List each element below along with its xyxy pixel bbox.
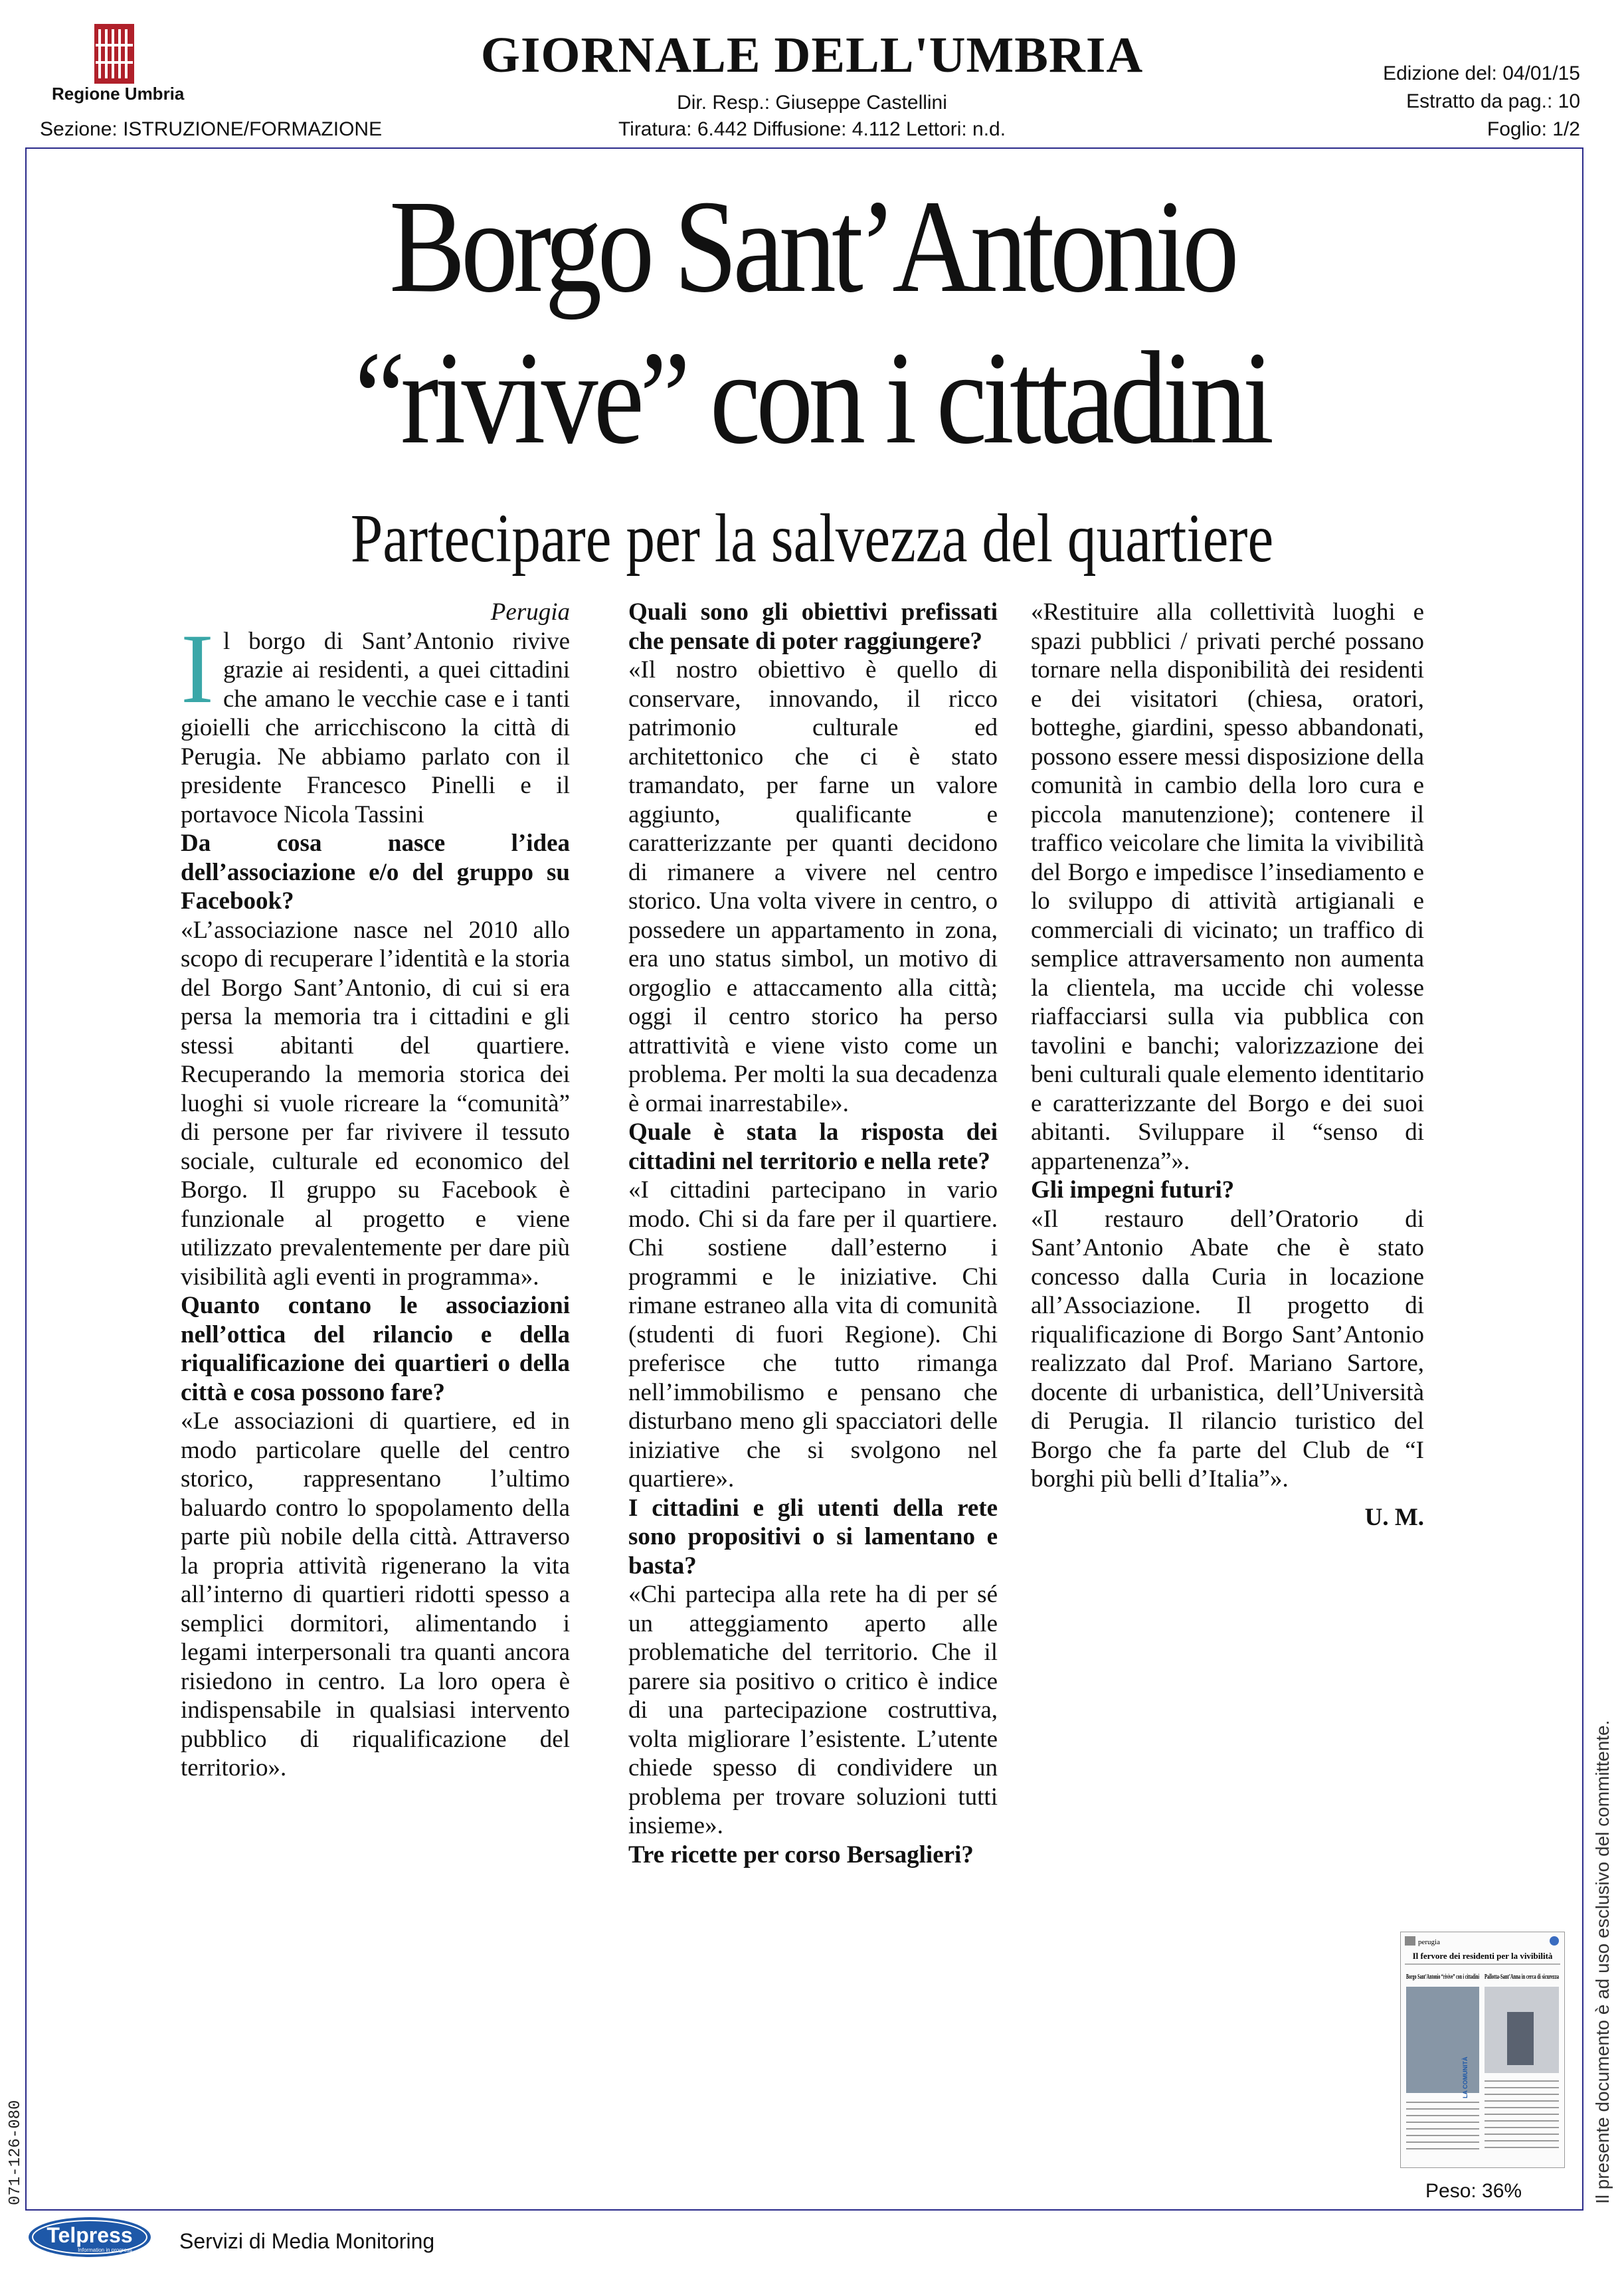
- region-name: Regione Umbria: [52, 84, 185, 104]
- thumbnail-label: LA COMUNITÀ: [1462, 2056, 1469, 2098]
- extract-page: Estratto da pag.: 10: [1406, 90, 1580, 112]
- page-thumbnail: [1400, 1932, 1565, 2168]
- disclaimer-text: Il presente documento è ad uso esclusivo del committente.: [1592, 1720, 1613, 2204]
- headline-line-1: Borgo Sant’Antonio: [389, 173, 1235, 320]
- footer-service-text: Servizi di Media Monitoring: [179, 2229, 435, 2253]
- telpress-logo: [27, 2215, 153, 2260]
- thumbnail-story-left: Borgo Sant’Antonio “rivive” con i cittadini: [1406, 1973, 1480, 1981]
- telpress-logo-tagline: Information in progress: [78, 2247, 132, 2253]
- article-column-3: [1031, 598, 1424, 1532]
- article-paragraph: «Chi partecipa alla rete ha di per sé un atteggiamento aperto alle problematiche del territorio. Che il parere sia positivo o critico è indice di una partecipazione costruttiva, volta migliorare l’esistente. L’utente chiede spesso di condividere un problema per trovare soluzioni tutti insieme».: [628, 1581, 998, 1839]
- author-signature: U. M.: [1364, 1503, 1424, 1531]
- section-label: Sezione: ISTRUZIONE/FORMAZIONE: [40, 118, 383, 140]
- interview-question: I cittadini e gli utenti della rete sono propositivi o si lamentano e basta?: [628, 1494, 998, 1580]
- document-code: 071-126-080: [7, 2100, 25, 2205]
- thumbnail-badge: [1550, 1936, 1559, 1946]
- drop-cap: I: [181, 613, 214, 724]
- thumbnail-banner: Il fervore dei residenti per la vivibilità: [1412, 1951, 1553, 1961]
- article-paragraph: «Le associazioni di quartiere, ed in modo particolare quelle del centro storico, rappresentano l’ultimo baluardo contro lo spopolamento della parte più nobile della città. Attraverso la propria attività rigenerano la vita all’interno di quartieri ridotti spesso a semplici dormitori, alimentando i legami interpersonali tra quanti ancora risiedono in centro. La loro opera è indispensabile in qualsiasi intervento pubblico di riqualificazione del territorio».: [181, 1408, 570, 1781]
- article-paragraph: «L’associazione nasce nel 2010 allo scopo di recuperare l’identità e la storia del Borgo Sant’Antonio, di cui si era persa la memoria tra i cittadini e gli stessi abitanti del quartiere. Recuperando la memoria storica dei luoghi si vuole ricreare la “comunità” di persone per far rivivere il tessuto sociale, culturale ed economico del Borgo. Il gruppo su Facebook è funzionale al progetto e viene utilizzato prevalentemente per dare più visibilità agli eventi in programma».: [181, 916, 570, 1291]
- thumbnail-section: perugia: [1418, 1938, 1440, 1946]
- article-paragraph: «Restituire alla collettività luoghi e spazi pubblici / privati perché possano tornare nella disponibilità dei residenti e dei visitatori (chiesa, oratori, botteghe, giardini, spesso abbandonati, possono essere messi disposizione della comunità in cambio della loro cura e piccola manutenzione); contenere il traffico veicolare che limita la vivibilità del Borgo e impedisce l’insediamento e lo sviluppo di attività artigianali e commerciali di vicinato; un traffico di semplice attraversamento non aumenta la clientela, ma uccide chi volesse riaffacciarsi sulla via pubblica con tavolini e banchi; valorizzazione dei beni culturali quale elemento identitario e caratterizzante del Borgo e dei suoi abitanti. Sviluppare il “senso di appartenenza”».: [1031, 598, 1424, 1175]
- circulation-line: Tiratura: 6.442 Diffusione: 4.112 Lettori: n.d.: [618, 118, 1006, 140]
- director-line: Dir. Resp.: Giuseppe Castellini: [677, 92, 947, 114]
- thumbnail-drawing: [1401, 1932, 1564, 2167]
- interview-question: Gli impegni futuri?: [1031, 1176, 1235, 1204]
- thumbnail-page-number: [1405, 1936, 1415, 1946]
- interview-question: Quanto contano le associazioni nell’ottica del rilancio e della riqualificazione dei quartieri o della città e cosa possono fare?: [181, 1292, 570, 1406]
- interview-question: Da cosa nasce l’idea dell’associazione e/o del gruppo su Facebook?: [181, 830, 570, 915]
- article-column-1: [181, 598, 570, 1783]
- article-paragraph: «Il restauro dell’Oratorio di Sant’Antonio Abate che è stato concesso dalla Curia in locazione all’Associazione. Il progetto di riqualificazione di Borgo Sant’Antonio realizzato dal Prof. Mariano Sartore, docente di urbanistica, dell’Università di Perugia. Il rilancio turistico del Borgo che fa parte del Club de “I borghi più belli d’Italia”».: [1031, 1205, 1424, 1493]
- dateline: Perugia: [490, 598, 570, 626]
- interview-question: Quali sono gli obiettivi prefissati che pensate di poter raggiungere?: [628, 598, 998, 655]
- article-paragraph: «Il nostro obiettivo è quello di conservare, innovando, il ricco patrimonio culturale ed architettonico che ci è stato tramandato, per farne un valore aggiunto, qualificante e caratterizzante per quanti decidono di rimanere a vivere nel centro storico. Una volta vivere in centro, o possedere un appartamento in zona, era uno status simbol, un motivo di orgoglio e attaccamento alla città; oggi il centro storico ha perso attrattività e viene visto come un problema. Per molti la sua decadenza è ormai inarrestabile».: [628, 656, 998, 1117]
- interview-question: Quale è stata la risposta dei cittadini nel territorio e nella rete?: [628, 1119, 998, 1175]
- edition-date: Edizione del: 04/01/15: [1383, 62, 1580, 84]
- article-paragraph: «I cittadini partecipano in vario modo. Chi si da fare per il quartiere. Chi sostiene dall’esterno i programmi e le iniziative. Chi rimane estraneo alla vita di comunità (studenti di fuori Regione). Chi preferisce che tutto rimanga nell’immobilismo e pensano che disturbano meno gli spacciatori delle iniziative che si svolgono nel quartiere».: [628, 1176, 998, 1493]
- masthead: GIORNALE DELL'UMBRIA: [480, 27, 1144, 83]
- telpress-logo-text: Telpress: [46, 2223, 133, 2247]
- headline-line-2: “rivive” con i cittadini: [354, 325, 1270, 472]
- interview-question: Tre ricette per corso Bersaglieri?: [628, 1841, 974, 1868]
- thumbnail-story-right: Pallotta-Sant’Anna in cerca di sicurezza: [1485, 1973, 1559, 1981]
- sheet-number: Foglio: 1/2: [1487, 118, 1580, 140]
- article-paragraph: l borgo di Sant’Antonio rivive grazie ai residenti, a quei cittadini che amano le vecchie case e i tanti gioielli che arricchiscono la città di Perugia. Ne abbiamo parlato con il presidente Francesco Pinelli e il portavoce Nicola Tassini: [181, 627, 570, 828]
- peso-label: Peso: 36%: [1425, 2180, 1522, 2202]
- article-column-2: [628, 598, 998, 1869]
- subheadline: Partecipare per la salvezza del quartiere: [350, 500, 1274, 577]
